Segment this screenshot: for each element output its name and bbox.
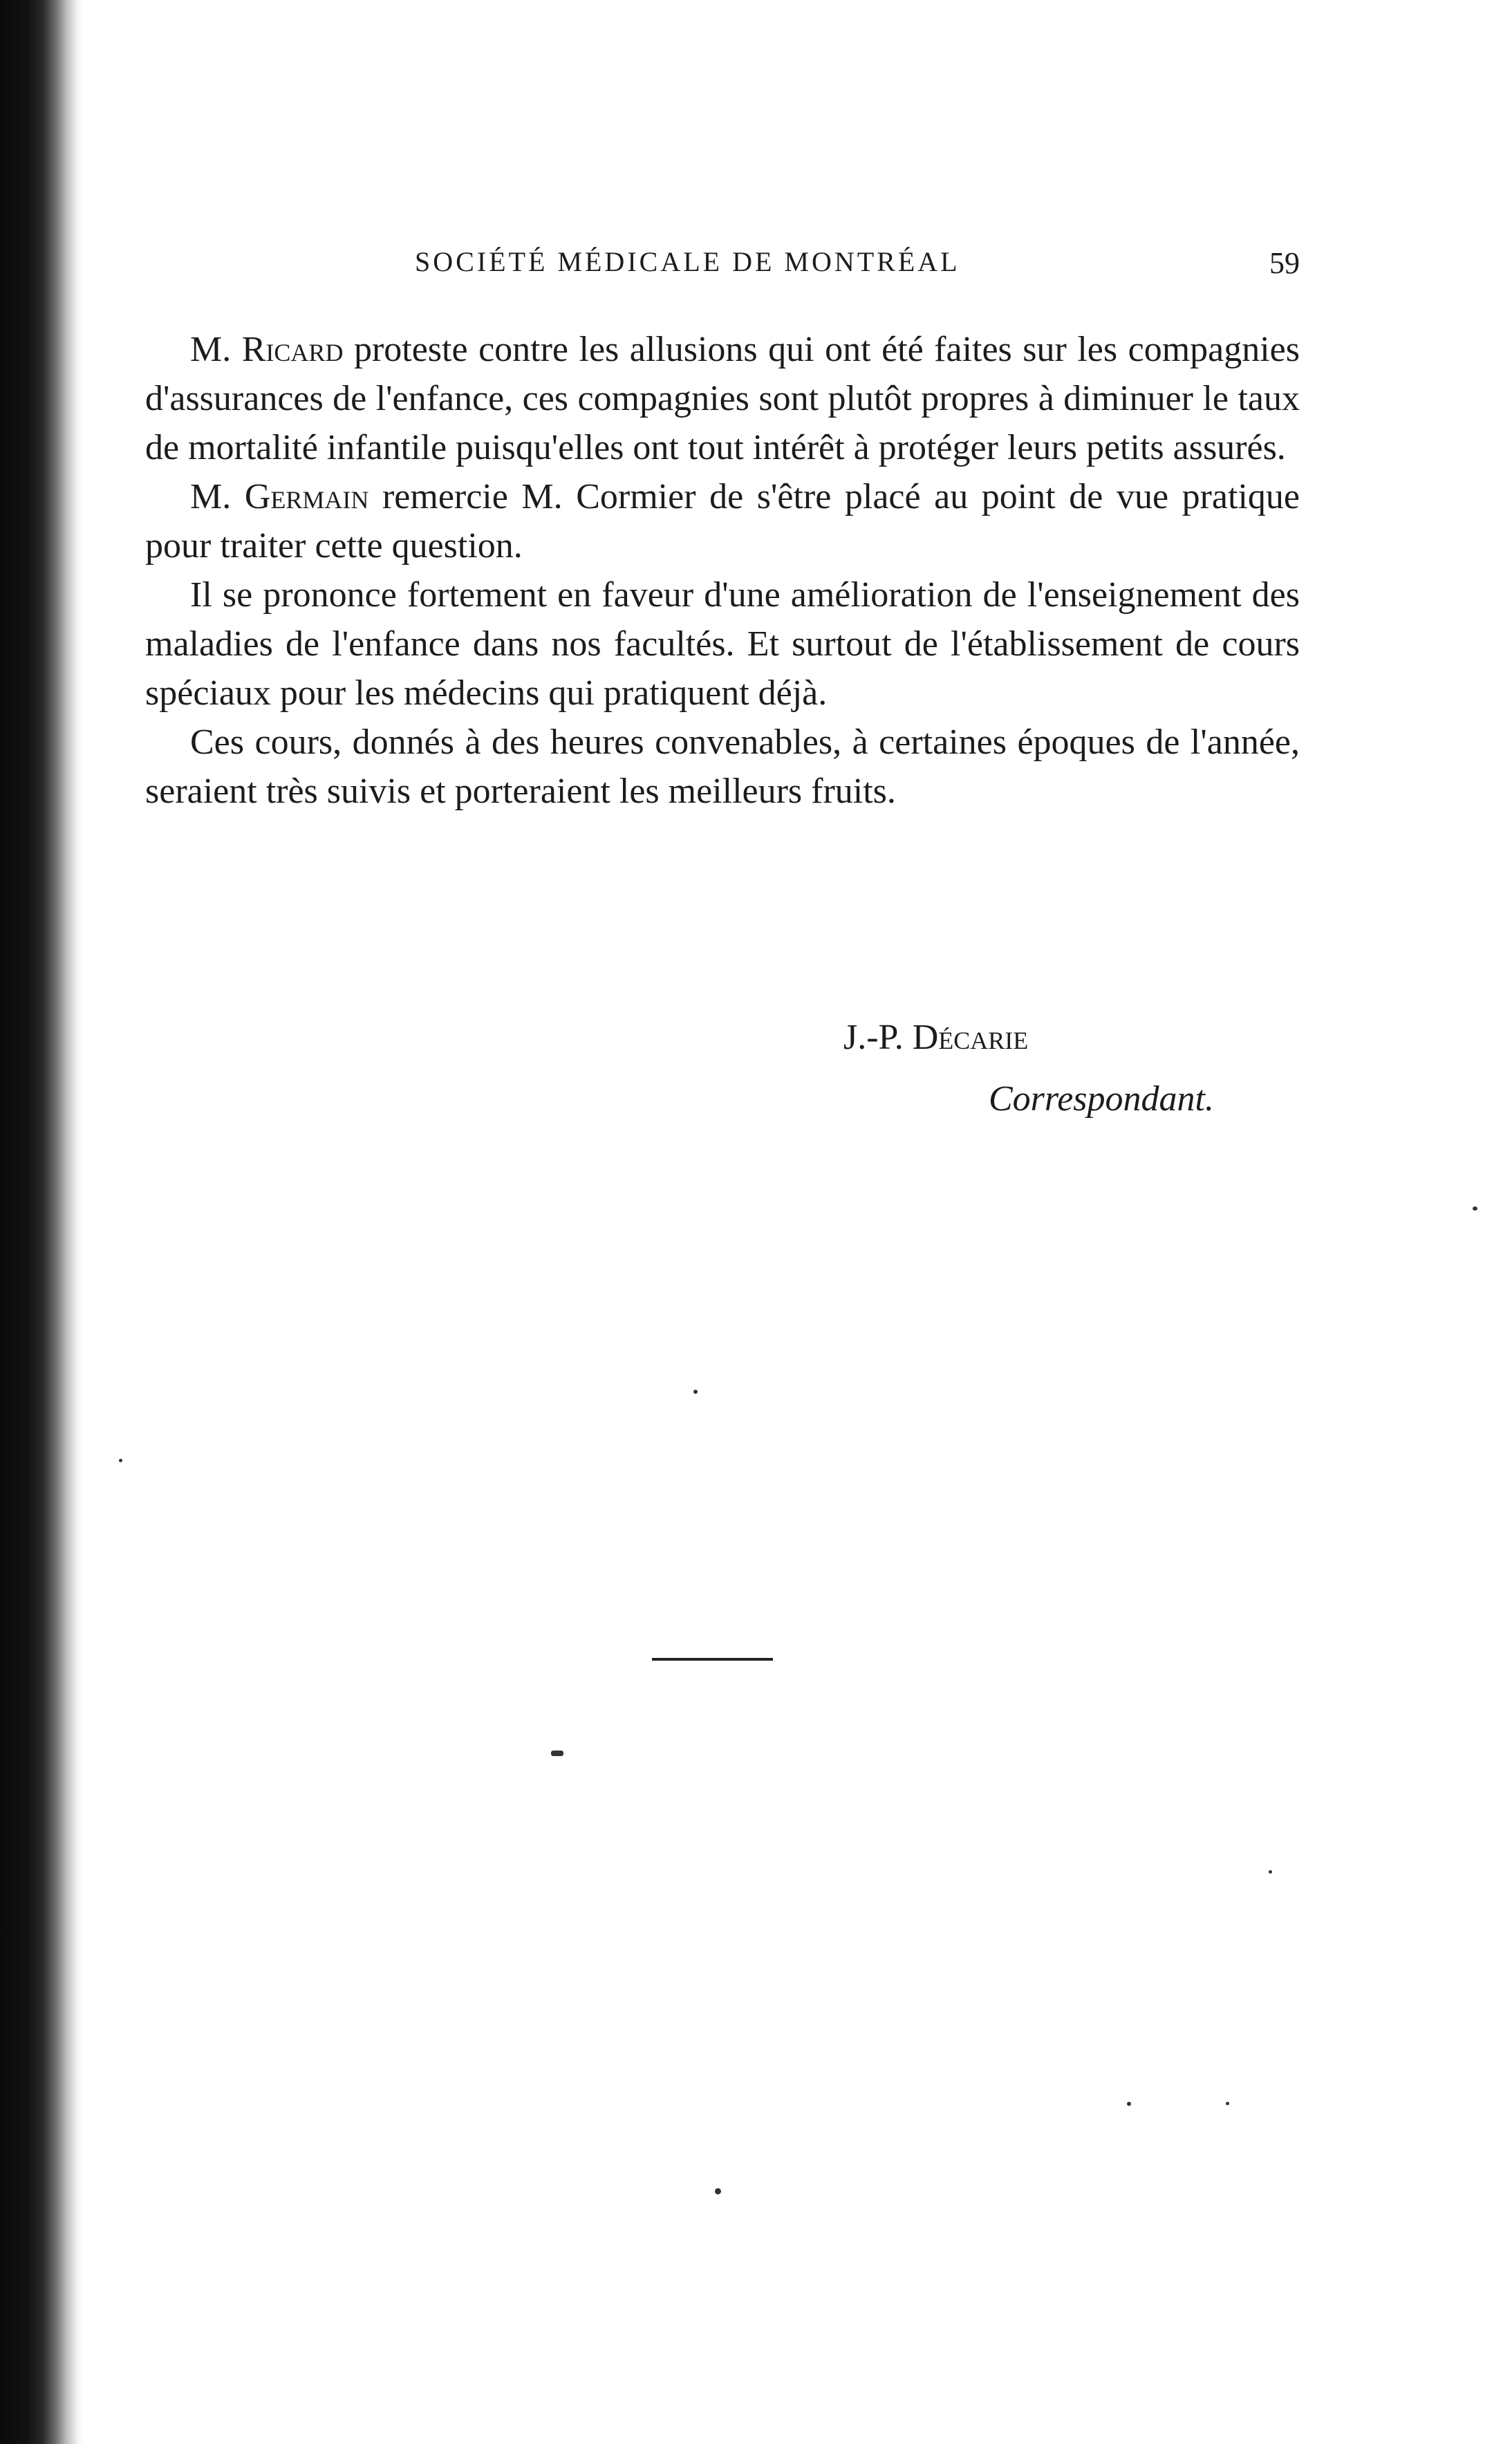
scan-speck: [1269, 1870, 1272, 1874]
page-header: [145, 245, 1300, 287]
paragraph-lead: M.: [190, 330, 242, 369]
page-body: [145, 325, 1300, 816]
signature-name: Décarie: [912, 1018, 1029, 1057]
paragraph-ricard: [145, 325, 1300, 472]
paragraph-text: proteste contre les allusions qui ont été faites sur les compagnies d'assurances de l'enfance, ces compagnies sont plutôt propres à diminuer le taux de mortalité infantile puisqu'elles ont tout intérêt à protéger leurs petits assurés.: [145, 330, 1300, 467]
speaker-name: Germain: [244, 477, 369, 516]
paragraph-text: remercie M. Cormier de s'être placé au point de vue pratique pour traiter cette question.: [145, 477, 1300, 566]
paragraph-cours: [145, 718, 1300, 816]
page-number: 59: [1269, 246, 1300, 280]
scan-speck: [1127, 2102, 1131, 2106]
paragraph-lead: M.: [190, 477, 245, 516]
paragraph-text: Ces cours, donnés à des heures convenables, à certaines époques de l'année, seraient très suivis et porteraient les meilleurs fruits.: [145, 722, 1300, 811]
scan-speck: [1226, 2102, 1229, 2105]
paragraph-germain: [145, 472, 1300, 570]
scan-speck: [119, 1459, 122, 1462]
scan-speck: [693, 1390, 698, 1394]
closing-rule: [652, 1658, 773, 1661]
binding-edge: [0, 0, 83, 2444]
scan-speck: [715, 2188, 721, 2194]
speaker-name: Ricard: [241, 330, 344, 369]
signature-line: [843, 1013, 1028, 1062]
paragraph-enseignement: [145, 570, 1300, 718]
running-head: SOCIÉTÉ MÉDICALE DE MONTRÉAL: [415, 246, 960, 277]
paragraph-text: Il se prononce fortement en faveur d'une amélioration de l'enseignement des maladies de l'enfance dans nos facultés. Et surtout de l'établissement de cours spéciaux pour les médecins qui pratiquent déjà.: [145, 575, 1300, 713]
signature-role: Correspondant.: [989, 1079, 1214, 1119]
signature-initials: J.-P.: [843, 1018, 913, 1057]
scan-speck: [551, 1751, 563, 1756]
scan-speck: [1473, 1206, 1477, 1211]
